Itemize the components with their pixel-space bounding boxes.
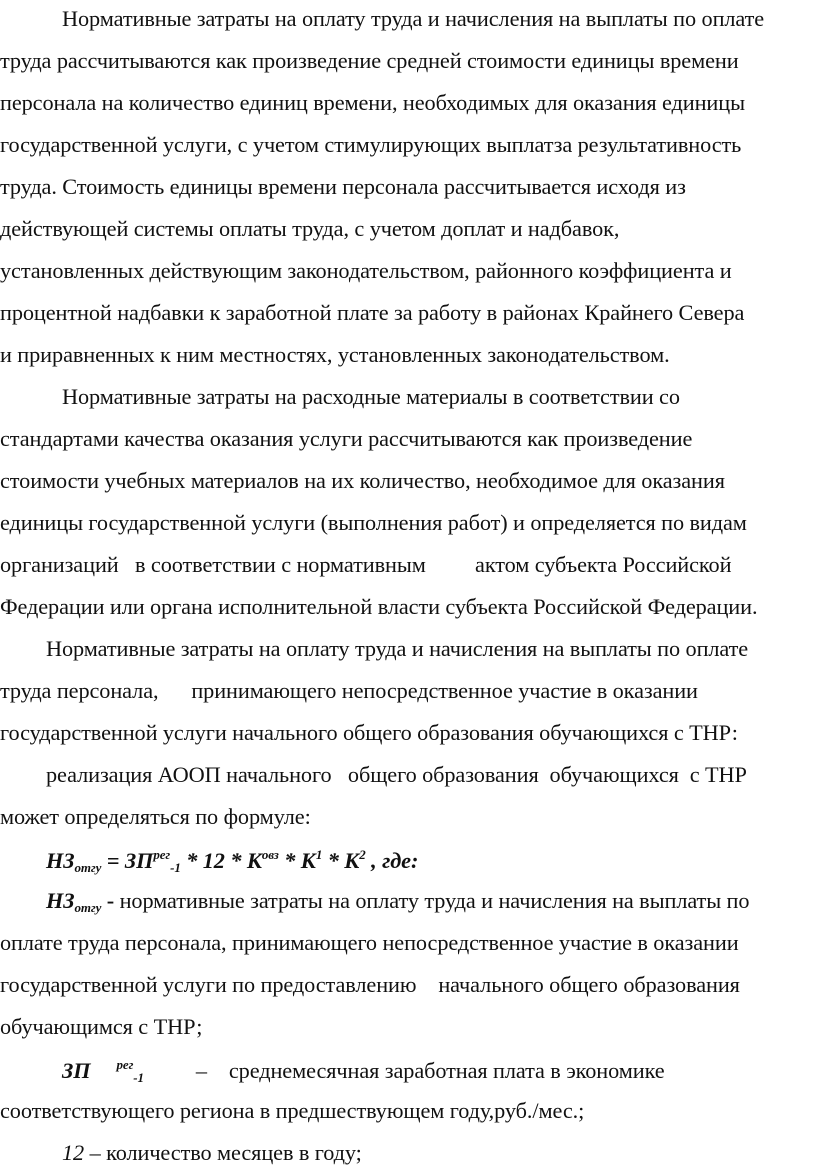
paragraph-1-line-8: процентной надбавки к заработной плате за работу в районах Крайнего Севера xyxy=(0,300,745,325)
definition-2-symbol-superscript: рег xyxy=(116,1057,134,1072)
paragraph-1-line-4: государственной услуги, с учетом стимулирующих выплатза результативность xyxy=(0,132,742,157)
formula-zp-subscript: -1 xyxy=(170,860,181,875)
definition-2-line-1 xyxy=(62,1058,665,1084)
paragraph-1-line-7: установленных действующим законодательством, районного коэффициента и xyxy=(0,258,732,283)
paragraph-2-line-6: Федерации или органа исполнительной власти субъекта Российской Федерации. xyxy=(0,594,758,619)
paragraph-3-line-1: Нормативные затраты на оплату труда и начисления на выплаты по оплате xyxy=(46,636,749,661)
formula-mid3: * К xyxy=(322,848,360,873)
definition-3-line-1 xyxy=(62,1142,362,1164)
formula-kovz-superscript: овз xyxy=(261,847,279,862)
paragraph-2-line-4: единицы государственной услуги (выполнения работ) и определяется по видам xyxy=(0,510,747,535)
paragraph-1-line-2: труда рассчитываются как произведение средней стоимости единицы времени xyxy=(0,48,739,73)
definition-2-text: – среднемесячная заработная плата в экономике xyxy=(195,1058,665,1083)
formula-k2-superscript: 2 xyxy=(359,847,366,862)
formula-mid: * 12 * К xyxy=(180,848,262,873)
paragraph-3-line-2: труда персонала, принимающего непосредственное участие в оказании xyxy=(0,678,698,703)
definition-1-dash: - xyxy=(101,888,115,913)
paragraph-4-line-2: может определяться по формуле: xyxy=(0,804,311,829)
paragraph-2-line-3: стоимости учебных материалов на их количество, необходимое для оказания xyxy=(0,468,725,493)
formula xyxy=(46,848,418,874)
paragraph-2-line-1: Нормативные затраты на расходные материалы в соответствии со xyxy=(62,384,680,409)
paragraph-1-line-3: персонала на количество единиц времени, необходимых для оказания единицы xyxy=(0,90,745,115)
definition-2-symbol-base: ЗП xyxy=(62,1058,91,1083)
definition-1-symbol-subscript: отгу xyxy=(74,900,102,915)
definition-1-line-3: государственной услуги по предоставлению начального общего образования xyxy=(0,972,740,997)
formula-tail: , где: xyxy=(365,848,419,873)
definition-2-symbol-subscript: -1 xyxy=(133,1070,144,1085)
definition-3-text: – количество месяцев в году; xyxy=(84,1140,362,1165)
paragraph-3-line-3: государственной услуги начального общего образования обучающихся с ТНР: xyxy=(0,720,738,745)
definition-1-text: нормативные затраты на оплату труда и начисления на выплаты по xyxy=(114,888,750,913)
definition-2-line-2: соответствующего региона в предшествующем году,руб./мес.; xyxy=(0,1098,585,1123)
paragraph-2-line-5: организаций в соответствии с нормативным актом субъекта Российской xyxy=(0,552,732,577)
paragraph-1-line-5: труда. Стоимость единицы времени персонала рассчитывается исходя из xyxy=(0,174,686,199)
paragraph-1-line-9: и приравненных к ним местностях, установленных законодательством. xyxy=(0,342,670,367)
paragraph-2-line-2: стандартами качества оказания услуги рассчитываются как произведение xyxy=(0,426,693,451)
formula-zp-superscript: рег xyxy=(153,847,171,862)
paragraph-1-line-1: Нормативные затраты на оплату труда и начисления на выплаты по оплате xyxy=(62,6,765,31)
paragraph-4-line-1: реализация АООП начального общего образования обучающихся с ТНР xyxy=(46,762,747,787)
definition-1-line-2: оплате труда персонала, принимающего непосредственное участие в оказании xyxy=(0,930,739,955)
formula-lhs: НЗ xyxy=(46,848,75,873)
definition-2-symbol xyxy=(62,1058,144,1083)
formula-mid2: * К xyxy=(278,848,316,873)
definition-1-symbol-base: НЗ xyxy=(46,888,75,913)
definition-1-line-1 xyxy=(46,890,749,914)
definition-1-line-4: обучающимся с ТНР; xyxy=(0,1014,203,1039)
paragraph-1-line-6: действующей системы оплаты труда, с учетом доплат и надбавок, xyxy=(0,216,620,241)
formula-k1-superscript: 1 xyxy=(315,847,323,862)
definition-1-symbol xyxy=(46,888,101,913)
formula-lhs-subscript: отгу xyxy=(74,860,102,875)
definition-3-symbol: 12 xyxy=(62,1140,85,1165)
formula-eq: = ЗП xyxy=(101,848,154,873)
